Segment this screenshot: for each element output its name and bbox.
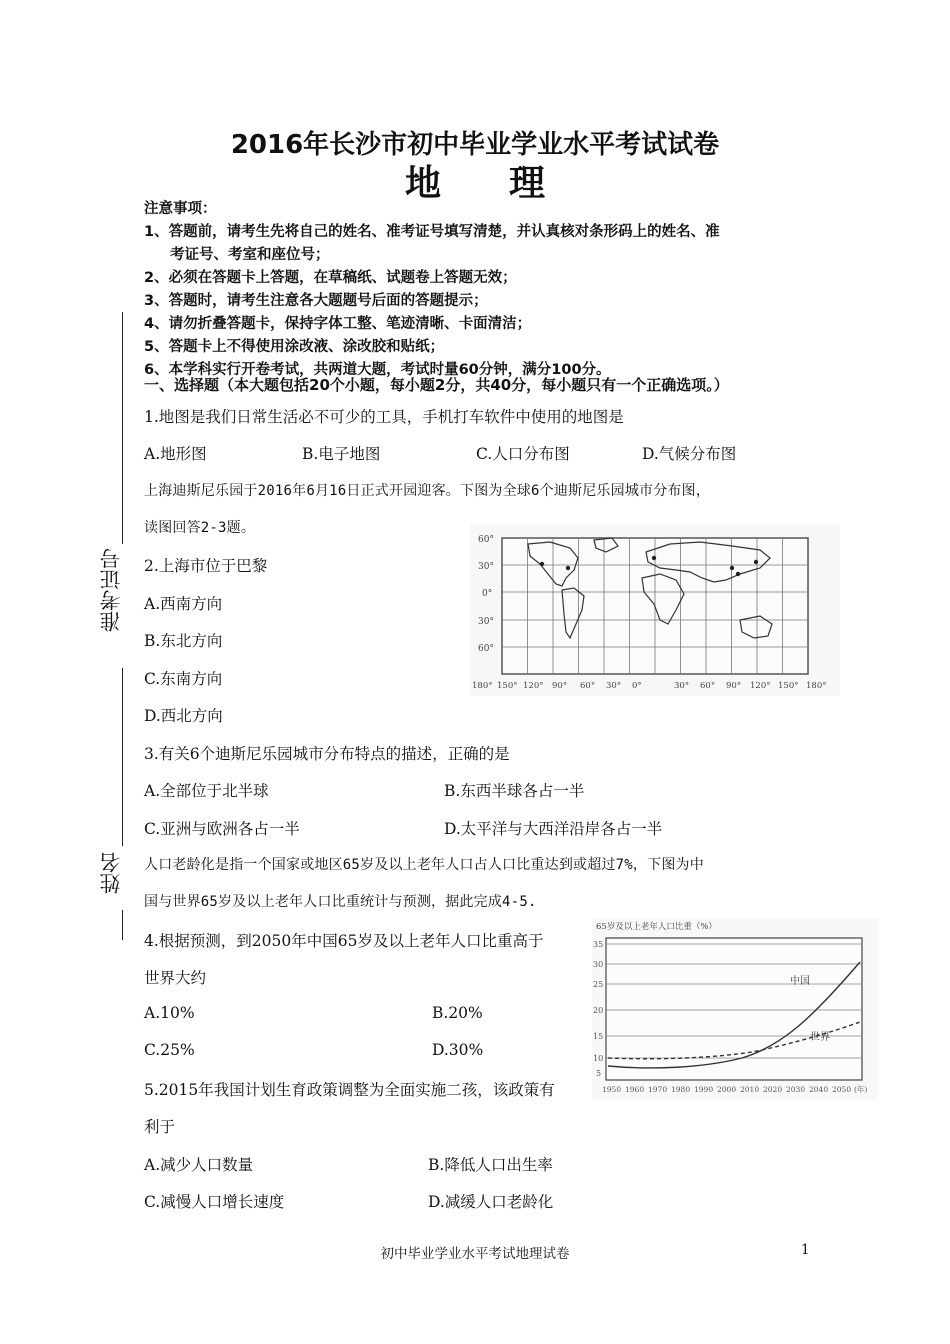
question-3-stem: 3.有关6个迪斯尼乐园城市分布特点的描述，正确的是 <box>144 745 510 763</box>
q2-option-d: D.西北方向 <box>144 707 223 725</box>
q4-option-c: C.25% <box>144 1041 195 1059</box>
q2-option-b: B.东北方向 <box>144 632 223 650</box>
map-lon-label: 90° <box>552 681 568 691</box>
q3-option-d: D.太平洋与大西洋沿岸各占一半 <box>444 820 663 838</box>
map-lat-label: 60° <box>478 644 494 654</box>
map-lon-label: 60° <box>580 681 596 691</box>
q5-option-a: A.减少人口数量 <box>144 1156 254 1174</box>
notes-item: 3、答题时，请考生注意各大题题号后面的答题提示； <box>144 293 488 309</box>
question-2-stem: 2.上海市位于巴黎 <box>144 557 268 575</box>
chart-xtick: 1950 <box>602 1085 622 1094</box>
chart-ytick: 20 <box>593 1006 604 1015</box>
q2-option-c: C.东南方向 <box>144 670 223 688</box>
q5-option-d: D.减缓人口老龄化 <box>428 1193 554 1211</box>
notes-heading: 注意事项： <box>144 201 217 217</box>
series-label-china: 中国 <box>790 976 810 987</box>
intro-2-3-line1: 上海迪斯尼乐园于2016年6月16日正式开园迎客。下图为全球6个迪斯尼乐园城市分布图， <box>144 483 711 499</box>
side-line-bottom <box>122 910 123 940</box>
chart-ytick: 5 <box>596 1069 602 1078</box>
chart-ytick: 25 <box>593 980 604 989</box>
side-line-top <box>122 312 123 544</box>
notes-item: 5、答题卡上不得使用涂改液、涂改胶和贴纸； <box>144 339 445 355</box>
q2-option-a: A.西南方向 <box>144 595 223 613</box>
map-lat-label: 30° <box>478 617 494 627</box>
map-lon-label: 180° <box>806 681 827 691</box>
q4-option-a: A.10% <box>144 1004 195 1022</box>
chart-xtick: 2020 <box>763 1085 783 1094</box>
chart-xtick: 2050 <box>832 1085 852 1094</box>
q4-option-d: D.30% <box>432 1041 484 1059</box>
intro-4-5-line1: 人口老龄化是指一个国家或地区65岁及以上老年人口占人口比重达到或超过7%，下图为中 <box>144 857 704 873</box>
map-lon-label: 150° <box>497 681 518 691</box>
notes-item: 6、本学科实行开卷考试，共两道大题，考试时量60分钟，满分100分。 <box>144 362 611 378</box>
chart-ytick: 30 <box>593 960 604 969</box>
q1-option-c: C.人口分布图 <box>476 445 570 463</box>
notes-item: 2、必须在答题卡上答题，在草稿纸、试题卷上答题无效； <box>144 270 517 286</box>
intro-4-5-line2: 国与世界65岁及以上老年人口比重统计与预测，据此完成4-5. <box>144 894 537 910</box>
map-lon-label: 0° <box>632 681 642 691</box>
chart-xtick: 1970 <box>648 1085 668 1094</box>
q4-option-b: B.20% <box>432 1004 483 1022</box>
question-5-stem-cont: 利于 <box>144 1118 176 1136</box>
chart-ytick: 15 <box>593 1032 604 1041</box>
q1-option-b: B.电子地图 <box>302 445 381 463</box>
map-lat-label: 60° <box>478 535 494 545</box>
chart-xtick: 2010 <box>740 1085 760 1094</box>
q1-option-a: A.地形图 <box>144 445 207 463</box>
exam-id-label: 准考证号 <box>99 548 123 632</box>
subject-char-1: 地 <box>404 163 441 204</box>
q5-option-c: C.减慢人口增长速度 <box>144 1193 285 1211</box>
world-map-figure <box>470 524 840 696</box>
question-4-stem: 4.根据预测，到2050年中国65岁及以上老年人口比重高于 <box>144 932 544 950</box>
map-lon-label: 120° <box>523 681 544 691</box>
name-label: 姓名 <box>99 852 123 894</box>
q3-option-c: C.亚洲与欧洲各占一半 <box>144 820 300 838</box>
q5-option-b: B.降低人口出生率 <box>428 1156 553 1174</box>
chart-xtick: 2030 <box>786 1085 806 1094</box>
page-footer: 初中毕业学业水平考试地理试卷 <box>380 1246 570 1262</box>
chart-ytick: 10 <box>593 1054 604 1063</box>
map-lon-label: 150° <box>778 681 799 691</box>
exam-notes <box>144 198 824 382</box>
question-1-stem: 1.地图是我们日常生活必不可少的工具，手机打车软件中使用的地图是 <box>144 408 624 426</box>
map-lon-label: 30° <box>674 681 690 691</box>
map-lon-label: 120° <box>750 681 771 691</box>
chart-ylabel: 65岁及以上老年人口比重（%） <box>596 922 717 932</box>
section-heading: 一、选择题（本大题包括20个小题，每小题2分，共40分，每小题只有一个正确选项。） <box>144 376 729 394</box>
page-number: 1 <box>801 1242 810 1258</box>
chart-xtick: 2000 <box>717 1085 737 1094</box>
chart-xtick: 2040 <box>809 1085 829 1094</box>
chart-ytick: 35 <box>593 940 604 949</box>
question-5-stem: 5.2015年我国计划生育政策调整为全面实施二孩，该政策有 <box>144 1081 555 1099</box>
intro-2-3-line2: 读图回答2-3题。 <box>144 520 256 536</box>
map-lon-label: 30° <box>606 681 622 691</box>
subject-char-2: 理 <box>509 163 546 204</box>
q3-option-a: A.全部位于北半球 <box>144 782 269 800</box>
map-lon-label: 60° <box>700 681 716 691</box>
chart-xtick: 1990 <box>694 1085 714 1094</box>
map-lat-label: 30° <box>478 562 494 572</box>
chart-xtick: 1980 <box>671 1085 691 1094</box>
chart-xtick: 1960 <box>625 1085 645 1094</box>
notes-item: 考证号、考室和座位号； <box>170 247 330 263</box>
q1-option-d: D.气候分布图 <box>642 445 737 463</box>
series-label-world: 世界 <box>810 1032 830 1043</box>
chart-xunit: (年) <box>854 1085 868 1094</box>
q3-option-b: B.东西半球各占一半 <box>444 782 585 800</box>
map-lon-label: 180° <box>472 681 493 691</box>
page-title: 2016年长沙市初中毕业学业水平考试试卷 <box>230 130 720 160</box>
notes-item: 4、请勿折叠答题卡，保持字体工整、笔迹清晰、卡面清洁； <box>144 316 532 332</box>
notes-item: 1、答题前，请考生先将自己的姓名、准考证号填写清楚，并认真核对条形码上的姓名、准 <box>144 224 720 240</box>
side-line-mid <box>122 668 123 846</box>
question-4-stem-cont: 世界大约 <box>144 969 207 987</box>
population-aging-chart <box>592 918 878 1100</box>
map-lat-label: 0° <box>482 589 493 599</box>
map-lon-label: 90° <box>726 681 742 691</box>
